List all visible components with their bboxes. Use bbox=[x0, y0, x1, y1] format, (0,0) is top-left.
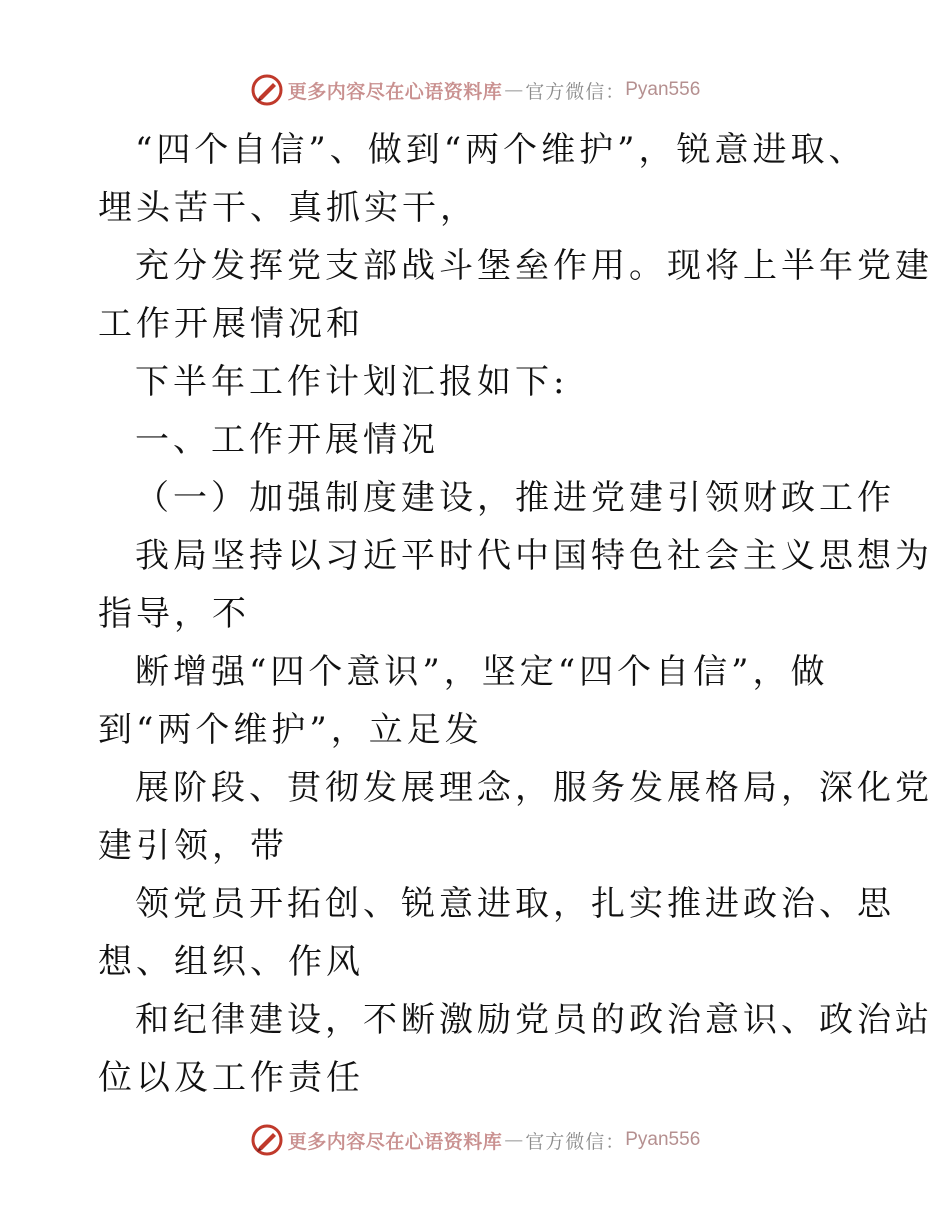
watermark-wechat-id: Pyan556 bbox=[625, 1129, 701, 1150]
paragraph-line: 断增强“四个意识”，坚定“四个自信”，做 bbox=[135, 652, 829, 692]
subsection-heading: （一）加强制度建设，推进党建引领财政工作 bbox=[135, 478, 895, 518]
pen-logo-icon bbox=[250, 1123, 284, 1157]
paragraph-line: 领党员开拓创、锐意进取，扎实推进政治、思 bbox=[135, 884, 895, 924]
paragraph-line: 工作开展情况和 bbox=[98, 304, 364, 344]
watermark-banner-bottom bbox=[0, 1120, 950, 1160]
watermark-separator: — bbox=[504, 79, 524, 101]
watermark-main-text: 更多内容尽在心语资料库 bbox=[287, 80, 503, 103]
paragraph-line: 展阶段、贯彻发展理念，服务发展格局，深化党 bbox=[135, 768, 933, 808]
paragraph-line: 建引领，带 bbox=[98, 826, 288, 866]
paragraph-line: 到“两个维护”，立足发 bbox=[98, 710, 483, 750]
watermark-wechat-label: 官方微信： bbox=[525, 1130, 626, 1153]
paragraph-line: 和纪律建设，不断激励党员的政治意识、政治站 bbox=[135, 1000, 933, 1040]
watermark-main-text: 更多内容尽在心语资料库 bbox=[287, 1130, 503, 1153]
watermark-wechat-id: Pyan556 bbox=[625, 79, 701, 100]
paragraph-line: 我局坚持以习近平时代中国特色社会主义思想为 bbox=[135, 536, 933, 576]
paragraph-line: 埋头苦干、真抓实干， bbox=[98, 188, 478, 228]
watermark-wechat-label: 官方微信： bbox=[525, 80, 626, 103]
paragraph-line: 想、组织、作风 bbox=[98, 942, 364, 982]
paragraph-line: 充分发挥党支部战斗堡垒作用。现将上半年党建 bbox=[135, 246, 933, 286]
watermark-separator: — bbox=[504, 1129, 524, 1151]
paragraph-line: “四个自信”、做到“两个维护”，锐意进取、 bbox=[135, 130, 867, 170]
section-heading: 一、工作开展情况 bbox=[135, 420, 439, 460]
paragraph-line: 位以及工作责任 bbox=[98, 1058, 364, 1098]
paragraph-line: 指导，不 bbox=[98, 594, 250, 634]
paragraph-line: 下半年工作计划汇报如下: bbox=[135, 362, 569, 402]
